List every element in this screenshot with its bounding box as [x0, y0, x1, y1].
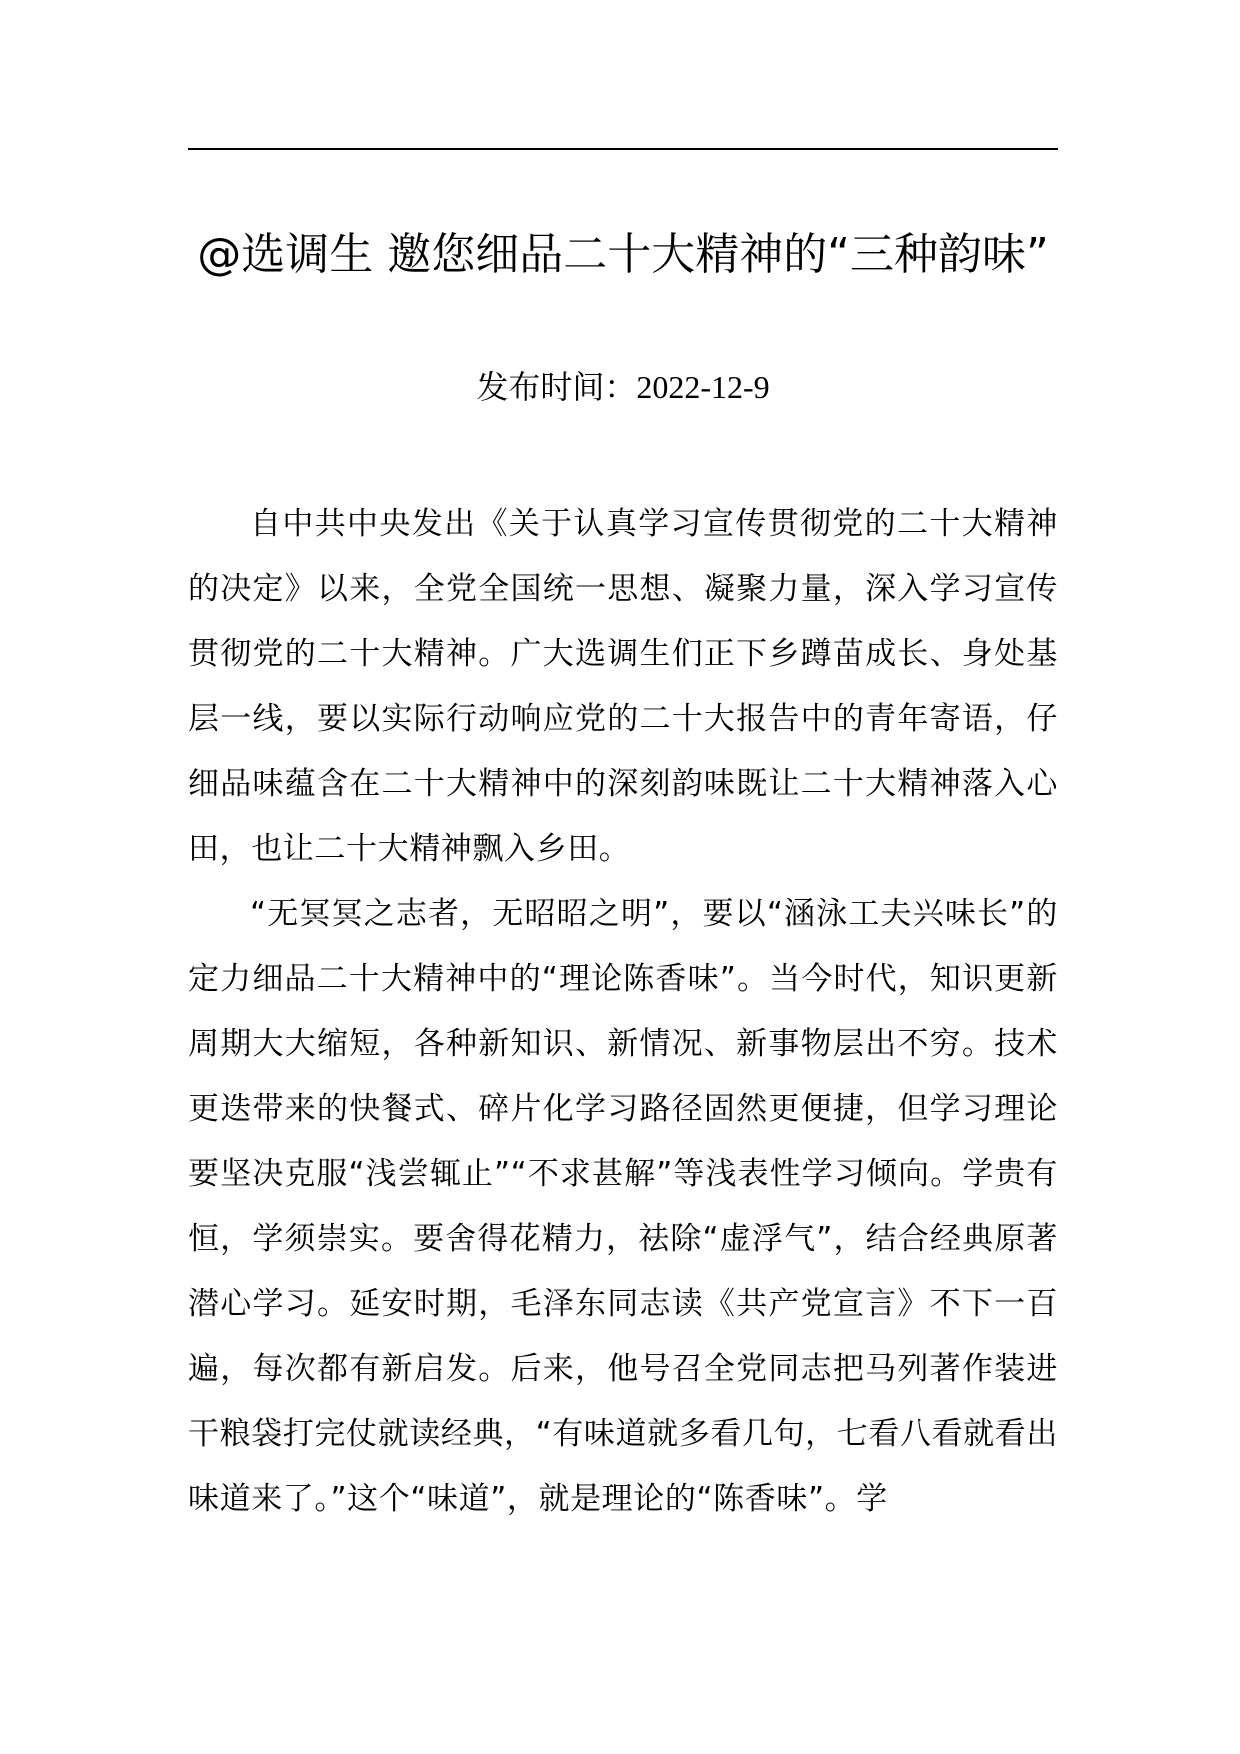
- publish-date-label: 发布时间：: [476, 368, 637, 406]
- header-divider: [188, 148, 1058, 150]
- article-body: [188, 492, 1058, 1532]
- body-paragraph-2: “无冥冥之志者，无昭昭之明”，要以“涵泳工夫兴味长”的定力细品二十大精神中的“理论陈香味”。当今时代，知识更新周期大大缩短，各种新知识、新情况、新事物层出不穷。技术更迭带来的快餐式、碎片化学习路径固然更便捷，但学习理论要坚决克服“浅尝辄止”“不求甚解”等浅表性学习倾向。学贵有恒，学须崇实。要舍得花精力，祛除“虚浮气”，结合经典原著潜心学习。延安时期，毛泽东同志读《共产党宣言》不下一百遍，每次都有新启发。后来，他号召全党同志把马列著作装进干粮袋打完仗就读经典，“有味道就多看几句，七看八看就看出味道来了。”这个“味道”，就是理论的“陈香味”。学: [188, 896, 1058, 1517]
- article-title: @选调生 邀您细品二十大精神的“三种韵味”: [197, 229, 1049, 280]
- publish-date-value: 2022-12-9: [636, 369, 770, 405]
- body-paragraph-1: 自中共中央发出《关于认真学习宣传贯彻党的二十大精神的决定》以来，全党全国统一思想、凝聚力量，深入学习宣传贯彻党的二十大精神。广大选调生们正下乡蹲苗成长、身处基层一线，要以实际行动响应党的二十大报告中的青年寄语，仔细品味蕴含在二十大精神中的深刻韵味既让二十大精神落入心田，也让二十大精神飘入乡田。: [188, 506, 1058, 867]
- publish-date: [188, 362, 1058, 412]
